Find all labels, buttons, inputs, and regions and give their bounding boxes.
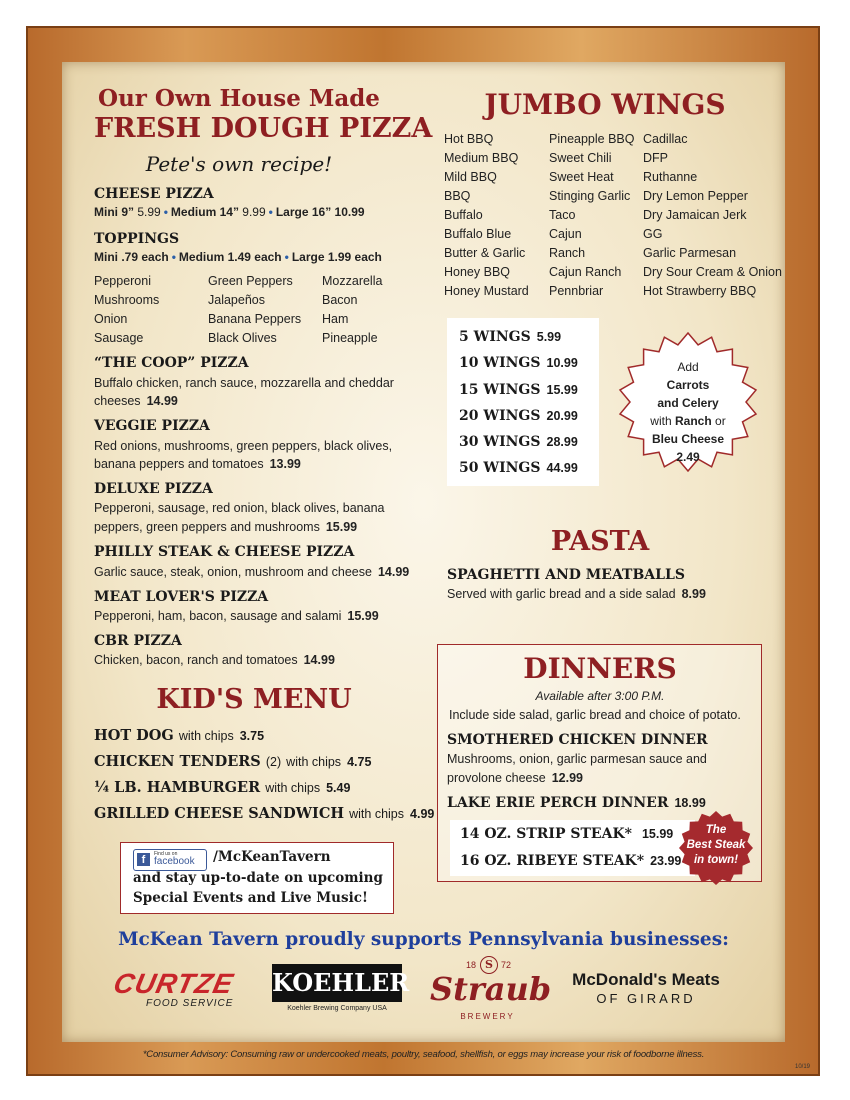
wing-flavor: Dry Sour Cream & Onion xyxy=(643,265,782,279)
wing-flavor: GG xyxy=(643,227,663,241)
deluxe-pizza-desc-2: peppers, green peppers and mushrooms 15.99 xyxy=(94,520,358,534)
wing-flavor: Cajun Ranch xyxy=(549,265,622,279)
wing-flavor: Buffalo Blue xyxy=(444,227,512,241)
wings-title: JUMBO WINGS xyxy=(484,88,726,121)
wing-flavor: Sweet Heat xyxy=(549,170,614,184)
wing-flavor: Medium BBQ xyxy=(444,151,519,165)
wing-flavor: Ruthanne xyxy=(643,170,698,184)
straub-year-left: 18 xyxy=(466,960,477,970)
kids-item: CHICKEN TENDERS (2) with chips 4.75 xyxy=(94,753,372,770)
menu-version-code: 10/19 xyxy=(795,1064,811,1070)
facebook-handle[interactable]: /McKeanTavern xyxy=(213,849,331,865)
facebook-box xyxy=(120,842,394,914)
pizza-tagline: Pete's own recipe! xyxy=(145,152,333,176)
cheese-pizza-name: CHEESE PIZZA xyxy=(94,186,214,202)
wing-flavors-col2 xyxy=(549,130,634,301)
wing-flavors-col1 xyxy=(444,130,529,301)
coop-pizza-desc-2: cheeses 14.99 xyxy=(94,394,178,408)
wing-flavor: Buffalo xyxy=(444,208,483,222)
topping-item: Bacon xyxy=(322,293,358,307)
dinners-title: DINNERS xyxy=(523,652,677,685)
smothered-chicken-name: SMOTHERED CHICKEN DINNER xyxy=(447,732,708,748)
wing-price-row: 30 WINGS 28.99 xyxy=(459,434,578,451)
mcdonalds-logo-sub: OF GIRARD xyxy=(596,991,696,1006)
wing-flavor: Cadillac xyxy=(643,132,688,146)
toppings-prices: Mini .79 each • Medium 1.49 each • Large 1.99 each xyxy=(94,250,382,264)
topping-item: Black Olives xyxy=(208,331,277,345)
facebook-line2: and stay up-to-date on upcoming xyxy=(133,870,383,886)
topping-item: Pineapple xyxy=(322,331,378,345)
best-steak-seal xyxy=(678,810,754,886)
topping-item: Ham xyxy=(322,312,349,326)
facebook-icon: f xyxy=(137,853,150,866)
curtze-logo-sub: FOOD SERVICE xyxy=(146,998,234,1009)
wing-flavors-col3 xyxy=(643,130,782,301)
cbr-pizza-name: CBR PIZZA xyxy=(94,633,182,649)
kids-item: HOT DOG with chips 3.75 xyxy=(94,727,265,744)
kids-menu-title: KID'S MENU xyxy=(156,684,352,715)
addon-starburst xyxy=(618,332,758,472)
pasta-title: PASTA xyxy=(550,526,650,557)
straub-emblem: S xyxy=(480,956,498,974)
koehler-logo-name: KOEHLER xyxy=(272,968,410,997)
curtze-logo xyxy=(110,966,245,1014)
wing-flavor: Garlic Parmesan xyxy=(643,246,737,260)
pasta-item-desc: Served with garlic bread and a side salad 8.99 xyxy=(447,587,706,601)
mcdonalds-meats-logo xyxy=(566,970,726,1012)
veggie-pizza-name: VEGGIE PIZZA xyxy=(94,418,210,434)
steak-box xyxy=(450,820,695,876)
smothered-chicken-desc-2: provolone cheese 12.99 xyxy=(447,771,583,785)
wing-price-row: 15 WINGS 15.99 xyxy=(459,381,578,398)
curtze-logo-name: CURTZE xyxy=(110,968,237,999)
kids-item: ¼ LB. HAMBURGER with chips 5.49 xyxy=(94,779,351,796)
koehler-logo-sub: Koehler Brewing Company USA xyxy=(287,1005,387,1012)
mcdonalds-logo-name: McDonald's Meats xyxy=(572,970,720,989)
toppings-col2 xyxy=(208,272,301,348)
topping-item: Pepperoni xyxy=(94,274,151,288)
seal-text: The Best Steak in town! xyxy=(686,824,746,866)
steak-row: 14 OZ. STRIP STEAK* 15.99 xyxy=(460,826,674,842)
wing-prices-box xyxy=(447,318,599,486)
wing-flavor: BBQ xyxy=(444,189,471,203)
dinners-available: Available after 3:00 P.M. xyxy=(535,689,665,703)
pizza-title-line1: Our Own House Made xyxy=(98,85,380,112)
philly-pizza-desc: Garlic sauce, steak, onion, mushroom and cheese 14.99 xyxy=(94,565,410,579)
coop-pizza-desc: Buffalo chicken, ranch sauce, mozzarella and cheddar xyxy=(94,376,394,390)
wing-flavor: Ranch xyxy=(549,246,586,260)
veggie-pizza-desc: Red onions, mushrooms, green peppers, black olives, xyxy=(94,439,393,453)
straub-logo xyxy=(430,956,552,1024)
topping-item: Mushrooms xyxy=(94,293,160,307)
straub-year-right: 72 xyxy=(501,960,512,970)
wing-flavor: Hot Strawberry BBQ xyxy=(643,284,757,298)
philly-pizza-name: PHILLY STEAK & CHEESE PIZZA xyxy=(94,544,355,560)
cbr-pizza-desc: Chicken, bacon, ranch and tomatoes 14.99 xyxy=(94,653,335,667)
coop-pizza-name: “THE COOP” PIZZA xyxy=(94,355,249,371)
smothered-chicken-desc: Mushrooms, onion, garlic parmesan sauce and xyxy=(447,752,707,766)
meat-lovers-pizza-name: MEAT LOVER'S PIZZA xyxy=(94,589,269,605)
wing-flavor: Hot BBQ xyxy=(444,132,494,146)
veggie-pizza-desc-2: banana peppers and tomatoes 13.99 xyxy=(94,457,301,471)
wing-flavor: Dry Lemon Pepper xyxy=(643,189,748,203)
steak-row: 16 OZ. RIBEYE STEAK* 23.99 xyxy=(460,853,682,869)
deluxe-pizza-name: DELUXE PIZZA xyxy=(94,481,213,497)
pasta-item-name: SPAGHETTI AND MEATBALLS xyxy=(447,567,685,583)
wing-flavor: Cajun xyxy=(549,227,582,241)
topping-item: Banana Peppers xyxy=(208,312,302,326)
wing-price-row: 10 WINGS 10.99 xyxy=(459,355,578,372)
pizza-title-line2: FRESH DOUGH PIZZA xyxy=(94,113,433,144)
wing-flavor: Honey Mustard xyxy=(444,284,529,298)
deluxe-pizza-desc: Pepperoni, sausage, red onion, black olives, banana xyxy=(94,501,385,515)
facebook-line3: Special Events and Live Music! xyxy=(133,890,368,906)
addon-text: Add Carrots and Celery with Ranch or Bleu Cheese 2.49 xyxy=(650,360,726,464)
straub-logo-name: Straub xyxy=(430,970,552,1008)
koehler-logo xyxy=(272,962,410,1018)
toppings-col3 xyxy=(322,272,382,348)
toppings-col1 xyxy=(94,272,159,348)
kids-item: GRILLED CHEESE SANDWICH with chips 4.99 xyxy=(94,805,435,822)
wing-flavor: Stinging Garlic xyxy=(549,189,631,203)
straub-logo-sub: BREWERY xyxy=(460,1012,515,1021)
dinners-include: Include side salad, garlic bread and choice of potato. xyxy=(449,708,741,722)
wing-price-row: 20 WINGS 20.99 xyxy=(459,407,578,424)
wing-price-row: 50 WINGS 44.99 xyxy=(459,460,578,477)
toppings-name: TOPPINGS xyxy=(94,231,180,247)
meat-lovers-pizza-desc: Pepperoni, ham, bacon, sausage and salami 15.99 xyxy=(94,609,379,623)
wing-flavor: DFP xyxy=(643,151,668,165)
wing-price-row: 5 WINGS 5.99 xyxy=(459,329,562,345)
topping-item: Jalapeños xyxy=(208,293,265,307)
supports-heading: McKean Tavern proudly supports Pennsylvania businesses: xyxy=(118,929,729,950)
topping-item: Green Peppers xyxy=(208,274,293,288)
wing-flavor: Dry Jamaican Jerk xyxy=(643,208,747,222)
consumer-advisory: *Consumer Advisory: Consuming raw or undercooked meats, poultry, seafood, shellfish, or eggs may increase your risk of foodborne illness. xyxy=(142,1049,705,1060)
wing-flavor: Honey BBQ xyxy=(444,265,511,279)
wing-flavor: Sweet Chili xyxy=(549,151,612,165)
cheese-pizza-prices: Mini 9” 5.99 • Medium 14” 9.99 • Large 16” 10.99 xyxy=(94,205,365,219)
topping-item: Onion xyxy=(94,312,128,326)
wing-flavor: Pineapple BBQ xyxy=(549,132,635,146)
facebook-badge-small: Find us on xyxy=(154,851,178,857)
wing-flavor: Butter & Garlic xyxy=(444,246,526,260)
wing-flavor: Mild BBQ xyxy=(444,170,497,184)
topping-item: Mozzarella xyxy=(322,274,383,288)
facebook-badge[interactable] xyxy=(133,849,207,871)
topping-item: Sausage xyxy=(94,331,144,345)
wing-flavor: Pennbriar xyxy=(549,284,604,298)
facebook-badge-name: facebook xyxy=(154,856,195,867)
perch-dinner: LAKE ERIE PERCH DINNER 18.99 xyxy=(447,795,706,811)
wing-flavor: Taco xyxy=(549,208,576,222)
